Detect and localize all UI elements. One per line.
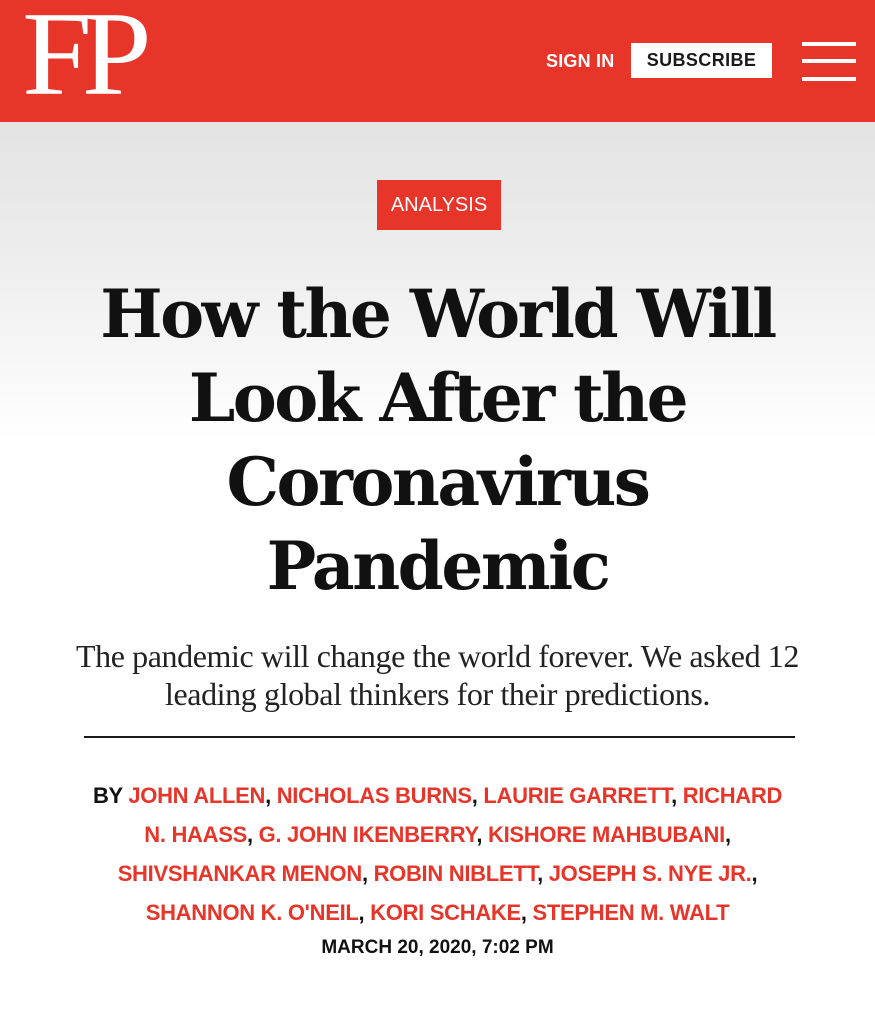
sign-in-link[interactable]: SIGN IN	[546, 51, 615, 71]
menu-bar	[802, 59, 856, 63]
author-link[interactable]: KISHORE MAHBUBANI	[488, 822, 725, 847]
publish-date: MARCH 20, 2020, 7:02 PM	[321, 937, 554, 958]
byline-separator: ,	[537, 861, 543, 886]
byline-separator: ,	[361, 861, 368, 886]
byline-label: BY	[92, 783, 123, 808]
divider	[84, 736, 795, 738]
byline-separator: ,	[520, 900, 527, 925]
author-link[interactable]: SHIVSHANKAR MENON	[117, 861, 362, 886]
article-headline: How the World Will Look After the Coronavirus Pandemic	[100, 275, 775, 605]
author-link[interactable]: RICHARD N. HAASS	[144, 783, 783, 847]
byline-separator: ,	[724, 822, 731, 847]
subscribe-button[interactable]: SUBSCRIBE	[631, 43, 772, 78]
author-link[interactable]: ROBIN NIBLETT	[373, 861, 538, 886]
byline	[80, 776, 795, 932]
author-link[interactable]: G. JOHN IKENBERRY	[258, 822, 477, 847]
byline-separator: ,	[358, 900, 365, 925]
menu-bar	[802, 42, 856, 46]
byline-separator: ,	[471, 783, 478, 808]
article-dek: The pandemic will change the world forever. We asked 12 leading global thinkers for their predictions.	[75, 638, 800, 712]
author-link[interactable]: SHANNON K. O'NEIL	[145, 900, 359, 925]
byline-separator: ,	[476, 822, 483, 847]
author-link[interactable]: STEPHEN M. WALT	[532, 900, 730, 925]
byline-separator: ,	[671, 783, 677, 808]
category-badge[interactable]: ANALYSIS	[377, 180, 501, 230]
byline-separator: ,	[751, 861, 758, 886]
fp-logo[interactable]: FP	[22, 0, 142, 120]
author-link[interactable]: KORI SCHAKE	[370, 900, 521, 925]
author-link[interactable]: NICHOLAS BURNS	[276, 783, 472, 808]
author-link[interactable]: JOSEPH S. NYE JR.	[548, 861, 752, 886]
hamburger-menu-icon[interactable]	[802, 42, 856, 81]
menu-bar	[802, 77, 856, 81]
author-link[interactable]: LAURIE GARRETT	[483, 783, 672, 808]
byline-separator: ,	[265, 783, 271, 808]
top-navigation-bar	[0, 0, 875, 122]
byline-separator: ,	[246, 822, 253, 847]
author-link[interactable]: JOHN ALLEN	[128, 783, 266, 808]
